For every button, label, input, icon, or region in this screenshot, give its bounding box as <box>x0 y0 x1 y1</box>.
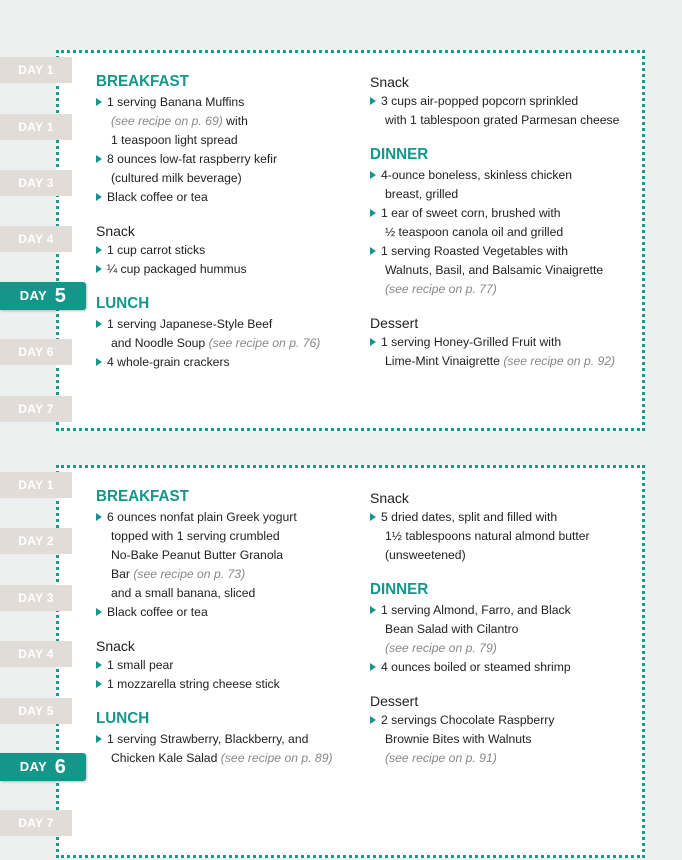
recipe-reference: (see recipe on p. 89) <box>220 751 333 765</box>
item-line <box>381 166 640 185</box>
food-item <box>96 315 356 353</box>
food-item <box>96 241 356 260</box>
food-item <box>96 93 356 150</box>
tab-label: DAY 1 <box>18 63 54 77</box>
item-text: Chicken Kale Salad <box>111 751 221 765</box>
tabs_top-tab-7[interactable] <box>0 396 72 422</box>
item-text: and Noodle Soup <box>111 336 209 350</box>
bullet-arrow-icon <box>96 608 102 617</box>
food-item <box>96 508 356 603</box>
food-item <box>96 675 356 694</box>
bullet-arrow-icon <box>370 171 376 180</box>
item-text: 1 serving Almond, Farro, and Black <box>381 603 571 617</box>
item-text: 1 serving Banana Muffins <box>107 95 245 109</box>
item-line <box>107 131 356 150</box>
item-line <box>381 223 640 242</box>
item-line <box>107 150 356 169</box>
item-text: 1 small pear <box>107 658 174 672</box>
food-item <box>96 353 356 372</box>
item-line <box>381 242 640 261</box>
food-item <box>96 730 356 768</box>
meal-section <box>96 637 356 694</box>
tab-day-number: 5 <box>48 285 67 307</box>
bullet-arrow-icon <box>96 98 102 107</box>
meal-section <box>96 487 356 622</box>
item-text: ½ teaspoon canola oil and grilled <box>385 225 564 239</box>
item-text: with <box>222 114 248 128</box>
item-line <box>107 353 356 372</box>
bullet-arrow-icon <box>96 265 102 274</box>
item-text: ¼ cup packaged hummus <box>107 262 247 276</box>
meal-heading: Snack <box>370 74 409 90</box>
recipe-reference: (see recipe on p. 76) <box>208 336 321 350</box>
tabs_top-tab-5[interactable] <box>0 282 86 310</box>
tab-label: DAY 7 <box>18 402 54 416</box>
day5-right-column <box>370 73 640 386</box>
meal-heading: LUNCH <box>96 710 150 727</box>
item-line <box>381 620 640 639</box>
tab-label: DAY <box>19 288 47 303</box>
item-text: Bean Salad with Cilantro <box>385 622 519 636</box>
tabs_bottom-tab-2[interactable] <box>0 528 72 554</box>
item-line <box>381 280 640 299</box>
tabs_bottom-tab-4[interactable] <box>0 641 72 667</box>
bullet-arrow-icon <box>370 247 376 256</box>
item-line <box>381 639 640 658</box>
item-line <box>107 334 356 353</box>
day6-left-column <box>96 487 356 783</box>
item-line <box>381 730 640 749</box>
item-text: Brownie Bites with Walnuts <box>385 732 532 746</box>
meal-heading: Snack <box>96 223 135 239</box>
tabs_top-tab-3[interactable] <box>0 170 72 196</box>
meal-section <box>370 314 640 371</box>
recipe-reference: (see recipe on p. 69) <box>111 114 223 128</box>
tabs_bottom-tab-5[interactable] <box>0 698 72 724</box>
food-item <box>96 150 356 188</box>
recipe-reference: (see recipe on p. 92) <box>503 354 616 368</box>
item-text: 8 ounces low-fat raspberry kefir <box>107 152 278 166</box>
food-item <box>96 656 356 675</box>
bullet-arrow-icon <box>370 663 376 672</box>
item-text: 1½ tablespoons natural almond butter <box>385 529 590 543</box>
item-line <box>107 603 356 622</box>
day5-left-column <box>96 72 356 387</box>
item-text: 1 serving Honey-Grilled Fruit with <box>381 335 562 349</box>
meal-heading: BREAKFAST <box>96 73 189 90</box>
tab-label: DAY 5 <box>18 704 54 718</box>
bullet-arrow-icon <box>96 661 102 670</box>
item-text: breast, grilled <box>385 187 459 201</box>
item-line <box>107 508 356 527</box>
item-text: 5 dried dates, split and filled with <box>381 510 558 524</box>
item-line <box>381 601 640 620</box>
item-text: 3 cups air-popped popcorn sprinkled <box>381 94 579 108</box>
meal-section <box>370 489 640 565</box>
item-text: Black coffee or tea <box>107 190 208 204</box>
item-line <box>381 261 640 280</box>
tabs_bottom-tab-1[interactable] <box>0 472 72 498</box>
item-line <box>381 749 640 768</box>
item-text: and a small banana, sliced <box>111 586 256 600</box>
item-line <box>107 656 356 675</box>
food-item <box>370 333 640 371</box>
meal-section <box>370 692 640 768</box>
bullet-arrow-icon <box>96 513 102 522</box>
item-text: Black coffee or tea <box>107 605 208 619</box>
meal-heading: Snack <box>96 638 135 654</box>
day6-right-column <box>370 489 640 783</box>
tab-label: DAY 3 <box>18 176 54 190</box>
bullet-arrow-icon <box>370 209 376 218</box>
item-text: 1 serving Strawberry, Blackberry, and <box>107 732 309 746</box>
tab-label: DAY <box>19 759 47 774</box>
recipe-reference: (see recipe on p. 79) <box>385 641 497 655</box>
meal-heading: DINNER <box>370 581 429 598</box>
item-line <box>381 111 640 130</box>
bullet-arrow-icon <box>96 735 102 744</box>
tab-label: DAY 7 <box>18 816 54 830</box>
item-text: topped with 1 serving crumbled <box>111 529 280 543</box>
meal-section <box>96 72 356 207</box>
item-line <box>107 546 356 565</box>
tab-label: DAY 1 <box>18 478 54 492</box>
recipe-reference: (see recipe on p. 91) <box>385 751 497 765</box>
tab-label: DAY 3 <box>18 591 54 605</box>
bullet-arrow-icon <box>96 680 102 689</box>
item-line <box>107 188 356 207</box>
item-line <box>381 204 640 223</box>
item-line <box>107 675 356 694</box>
item-text: 1 ear of sweet corn, brushed with <box>381 206 561 220</box>
tabs_bottom-tab-7[interactable] <box>0 810 72 836</box>
tab-label: DAY 6 <box>18 345 54 359</box>
food-item <box>370 711 640 768</box>
bullet-arrow-icon <box>370 513 376 522</box>
item-text: 1 teaspoon light spread <box>111 133 238 147</box>
bullet-arrow-icon <box>96 358 102 367</box>
item-line <box>381 508 640 527</box>
tab-label: DAY 2 <box>18 534 54 548</box>
bullet-arrow-icon <box>370 97 376 106</box>
bullet-arrow-icon <box>370 338 376 347</box>
item-line <box>107 169 356 188</box>
item-line <box>381 546 640 565</box>
tab-label: DAY 4 <box>18 232 54 246</box>
tabs_top-tab-6[interactable] <box>0 339 72 365</box>
item-line <box>381 185 640 204</box>
item-line <box>107 315 356 334</box>
food-item <box>370 601 640 658</box>
meal-section <box>96 294 356 372</box>
item-line <box>381 333 640 352</box>
food-item <box>370 166 640 204</box>
tabs_bottom-tab-6[interactable] <box>0 753 86 781</box>
item-line <box>107 260 356 279</box>
recipe-reference: (see recipe on p. 77) <box>385 282 497 296</box>
item-line <box>107 565 356 584</box>
item-text: 1 serving Japanese-Style Beef <box>107 317 273 331</box>
item-line <box>381 658 640 677</box>
item-line <box>381 352 640 371</box>
item-text: 1 mozzarella string cheese stick <box>107 677 280 691</box>
tab-day-number: 6 <box>48 756 67 778</box>
meal-section <box>370 145 640 299</box>
food-item <box>96 603 356 622</box>
item-text: Bar <box>111 567 134 581</box>
item-line <box>107 527 356 546</box>
bullet-arrow-icon <box>96 246 102 255</box>
item-line <box>107 112 356 131</box>
food-item <box>370 658 640 677</box>
food-item <box>96 188 356 207</box>
meal-heading: DINNER <box>370 146 429 163</box>
meal-heading: Snack <box>370 490 409 506</box>
item-text: 4 whole-grain crackers <box>107 355 230 369</box>
tabs_top-tab-4[interactable] <box>0 226 72 252</box>
bullet-arrow-icon <box>370 606 376 615</box>
item-text: 2 servings Chocolate Raspberry <box>381 713 555 727</box>
meal-section <box>96 222 356 279</box>
meal-section <box>96 709 356 768</box>
tabs_bottom-tab-3[interactable] <box>0 585 72 611</box>
tab-label: DAY 4 <box>18 647 54 661</box>
tabs_top-tab-1[interactable] <box>0 57 72 83</box>
tabs_top-tab-2[interactable] <box>0 114 72 140</box>
item-text: (unsweetened) <box>385 548 466 562</box>
item-text: 6 ounces nonfat plain Greek yogurt <box>107 510 297 524</box>
item-line <box>107 749 356 768</box>
food-item <box>370 92 640 130</box>
item-line <box>107 241 356 260</box>
recipe-reference: (see recipe on p. 73) <box>133 567 246 581</box>
food-item <box>96 260 356 279</box>
item-text: 1 cup carrot sticks <box>107 243 206 257</box>
meal-heading: LUNCH <box>96 295 150 312</box>
item-text: Lime-Mint Vinaigrette <box>385 354 504 368</box>
bullet-arrow-icon <box>96 155 102 164</box>
item-line <box>107 730 356 749</box>
food-item <box>370 204 640 242</box>
bullet-arrow-icon <box>96 320 102 329</box>
bullet-arrow-icon <box>96 193 102 202</box>
item-line <box>107 93 356 112</box>
food-item <box>370 242 640 299</box>
item-text: No-Bake Peanut Butter Granola <box>111 548 284 562</box>
item-line <box>381 92 640 111</box>
bullet-arrow-icon <box>370 716 376 725</box>
food-item <box>370 508 640 565</box>
item-text: 4 ounces boiled or steamed shrimp <box>381 660 571 674</box>
item-line <box>107 584 356 603</box>
meal-heading: Dessert <box>370 693 419 709</box>
meal-section <box>370 580 640 677</box>
item-text: 1 serving Roasted Vegetables with <box>381 244 568 258</box>
meal-heading: BREAKFAST <box>96 488 189 505</box>
item-text: (cultured milk beverage) <box>111 171 242 185</box>
item-text: 4-ounce boneless, skinless chicken <box>381 168 573 182</box>
item-text: with 1 tablespoon grated Parmesan cheese <box>385 113 620 127</box>
item-line <box>381 711 640 730</box>
meal-heading: Dessert <box>370 315 419 331</box>
item-line <box>381 527 640 546</box>
tab-label: DAY 1 <box>18 120 54 134</box>
item-text: Walnuts, Basil, and Balsamic Vinaigrette <box>385 263 604 277</box>
meal-section <box>370 73 640 130</box>
